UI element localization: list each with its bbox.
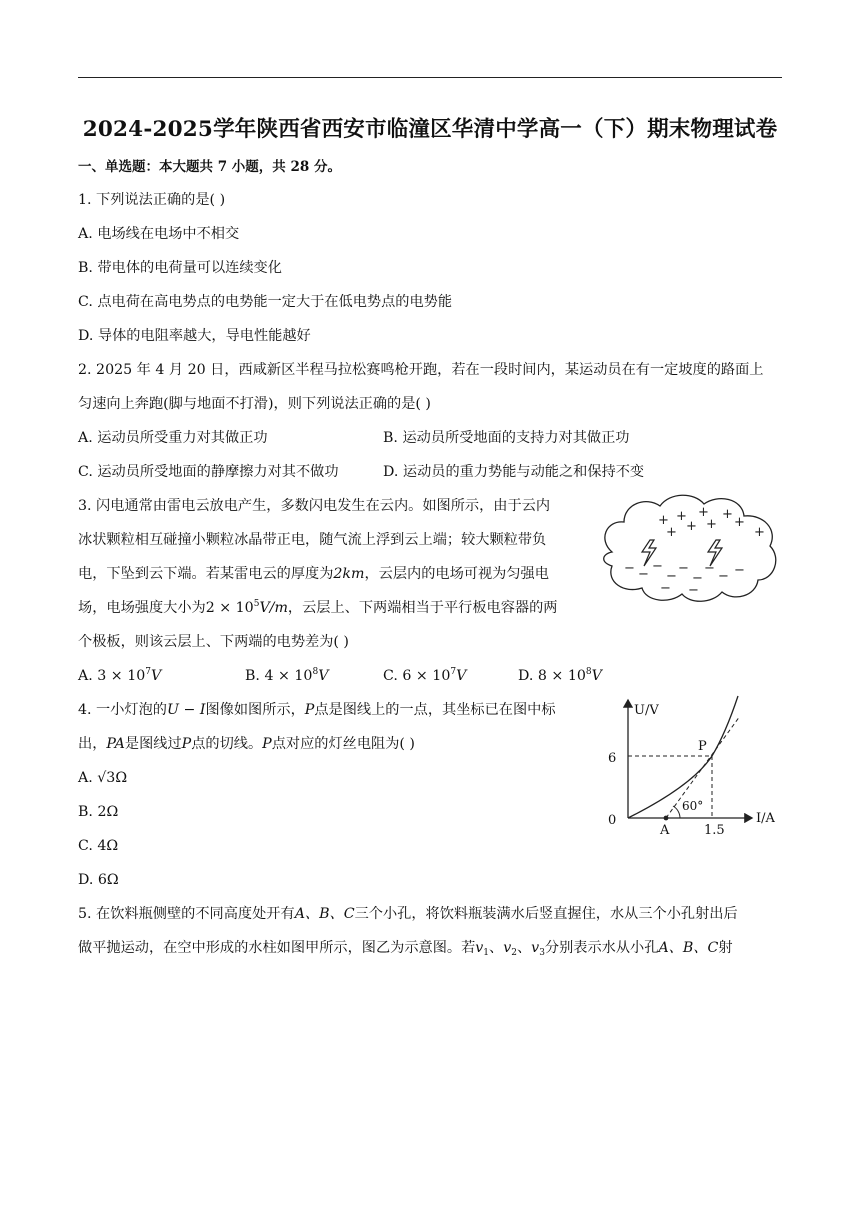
cloud-minus-8: − [718,569,729,584]
q3-option-b-label: B. [245,668,265,684]
q2-option-d: D. 运动员的重力势能与动能之和保持不变 [383,464,645,480]
x-axis-label: I/A [756,811,775,826]
q3-option-b-unit: V [318,668,329,684]
point-a-dot [664,816,669,821]
cloud-plus-2: + [676,509,687,524]
q3-stem-line4 [78,598,558,618]
q4-option-d: D. 6Ω [78,872,119,888]
q4-line2-mid: 是图线过 [124,736,182,752]
cloud-plus-1: + [658,513,669,528]
q3-option-b [245,666,328,686]
q3-field-unit: V/m [259,600,288,616]
q4-option-a: A. √3Ω [78,770,128,786]
q5-v1: v [475,940,484,956]
point-a-label: A [660,823,670,838]
q4-line1-mid: 图像如图所示， [205,702,305,718]
q4-option-c: C. 4Ω [78,838,119,854]
cloud-plus-6: + [706,517,717,532]
q3-option-c-exp: 7 [450,667,457,677]
q3-stem-line1: 3. 闪电通常由雷电云放电产生，多数闪电发生在云内。如图所示，由于云内 [78,498,551,514]
cloud-minus-11: − [688,583,699,598]
q4-stem-line2 [78,734,415,754]
page-title: 2024-2025学年陕西省西安市临潼区华清中学高一（下）期末物理试卷 [82,117,778,142]
q4-line1-pre: 4. 一小灯泡的 [78,702,167,718]
origin-label: 0 [608,813,617,828]
ui-graph-figure [600,692,790,840]
q5-line1-pre: 5. 在饮料瓶侧壁的不同高度处开有 [78,906,295,922]
q1-option-c: C. 点电荷在高电势点的电势能一定大于在低电势点的电势能 [78,294,453,310]
q3-field-exp: 5 [253,599,260,609]
cloud-minus-4: − [666,569,677,584]
q3-option-a [78,666,161,686]
q3-option-b-base: 4 × 10 [264,668,313,684]
cloud-minus-9: − [734,563,745,578]
y-axis-label: U/V [634,703,659,718]
cloud-minus-7: − [704,561,715,576]
q3-option-c-label: C. [383,668,403,684]
y-tick-label: 6 [608,751,617,766]
q3-stem-line2: 冰状颗粒相互碰撞小颗粒冰晶带正电，随气流上浮到云上端；较大颗粒带负 [78,532,547,548]
thundercloud-figure [594,490,784,610]
q3-option-b-exp: 8 [312,667,319,677]
q5-sep-2: 、 [516,940,532,956]
q4-stem-line1 [78,700,556,720]
q5-v2: v [503,940,512,956]
q3-option-a-unit: V [151,668,162,684]
q5-v1-sub: 1 [483,948,490,958]
q2-stem-line1: 2. 2025 年 4 月 20 日，西咸新区半程马拉松赛鸣枪开跑，若在一段时间内，某运动员在有一定坡度的路面上 [78,362,764,378]
cloud-minus-6: − [692,571,703,586]
cloud-plus-8: + [754,525,765,540]
q3-option-d-label: D. [518,668,538,684]
cloud-plus-9: + [666,525,677,540]
header-rule [78,77,782,78]
q3-thickness: 2km [333,566,365,582]
q3-field-base: 2 × 10 [205,600,254,616]
cloud-minus-10: − [660,581,671,596]
angle-label: 60° [682,799,704,813]
q3-option-a-exp: 7 [145,667,151,677]
x-tick-label: 1.5 [704,823,725,838]
q4-p-var-2: P [181,736,192,752]
q5-holes: A、B、C [294,906,355,922]
q3-option-d-exp: 8 [585,667,592,677]
q5-stem-line1 [78,904,738,924]
q3-line4-pre: 场，电场强度大小为 [78,600,206,616]
q4-option-b: B. 2Ω [78,804,119,820]
q3-option-c [383,666,466,686]
q3-line3-pre: 电，下坠到云下端。若某雷电云的厚度为 [78,566,334,582]
q4-line2-mid2: 点的切线。 [191,736,263,752]
q1-option-d: D. 导体的电阻率越大，导电性能越好 [78,328,311,344]
q5-line1-post: 三个小孔，将饮料瓶装满水后竖直握住，水从三个小孔射出后 [354,906,738,922]
q2-option-c: C. 运动员所受地面的静摩擦力对其不做功 [78,464,339,480]
q3-option-d-base: 8 × 10 [537,668,586,684]
q4-ui-var: U − I [166,702,206,718]
q3-option-a-label: A. [78,668,98,684]
q4-p-var-3: P [262,736,272,752]
q2-stem-line2: 匀速向上奔跑(脚与地面不打滑)，则下列说法正确的是( ) [78,396,431,412]
q5-line2-pre: 做平抛运动，在空中形成的水柱如图甲所示，图乙为示意图。若 [78,940,476,956]
q3-stem-line3 [78,564,549,584]
q1-option-b: B. 带电体的电荷量可以连续变化 [78,260,282,276]
q5-v3-sub: 3 [539,948,545,958]
section-heading: 一、单选题：本大题共 7 小题，共 28 分。 [78,159,341,175]
cloud-plus-4: + [722,507,733,522]
q3-option-d [518,666,602,686]
q4-line2-pre: 出， [78,736,107,752]
q3-option-d-unit: V [591,668,602,684]
q4-pa-var: PA [106,736,125,752]
q5-v2-sub: 2 [511,948,517,958]
cloud-minus-3: − [652,559,663,574]
angle-arc [673,806,680,818]
cloud-minus-2: − [638,567,649,582]
q5-stem-line2 [78,938,733,958]
q1-option-a: A. 电场线在电场中不相交 [78,226,240,242]
cloud-minus-1: − [624,561,635,576]
q2-option-a: A. 运动员所受重力对其做正功 [78,430,268,446]
q4-line1-post: 点是图线上的一点，其坐标已在图中标 [314,702,556,718]
cloud-plus-5: + [686,519,697,534]
q2-option-b: B. 运动员所受地面的支持力对其做正功 [383,430,630,446]
q3-line3-post: ，云层内的电场可视为匀强电 [364,566,549,582]
q3-stem-line5: 个极板，则该云层上、下两端的电势差为( ) [78,634,349,650]
q1-stem: 1. 下列说法正确的是( ) [78,192,226,208]
cloud-plus-3: + [698,505,709,520]
q5-sep-1: 、 [489,940,504,956]
point-p-label: P [698,739,707,754]
q4-p-var: P [304,702,315,718]
q5-holes-2: A、B、C [658,940,719,956]
q3-option-a-base: 3 × 10 [97,668,146,684]
q5-line2-post: 射 [718,940,733,956]
q3-option-c-unit: V [456,668,467,684]
cloud-minus-5: − [678,561,689,576]
q5-line2-mid: 分别表示水从小孔 [544,940,659,956]
cloud-plus-7: + [734,515,745,530]
q5-v3: v [531,940,540,956]
q3-line4-post: ，云层上、下两端相当于平行板电容器的两 [287,600,558,616]
q3-option-c-base: 6 × 10 [402,668,451,684]
q4-line2-post: 点对应的灯丝电阻为( ) [271,736,415,752]
